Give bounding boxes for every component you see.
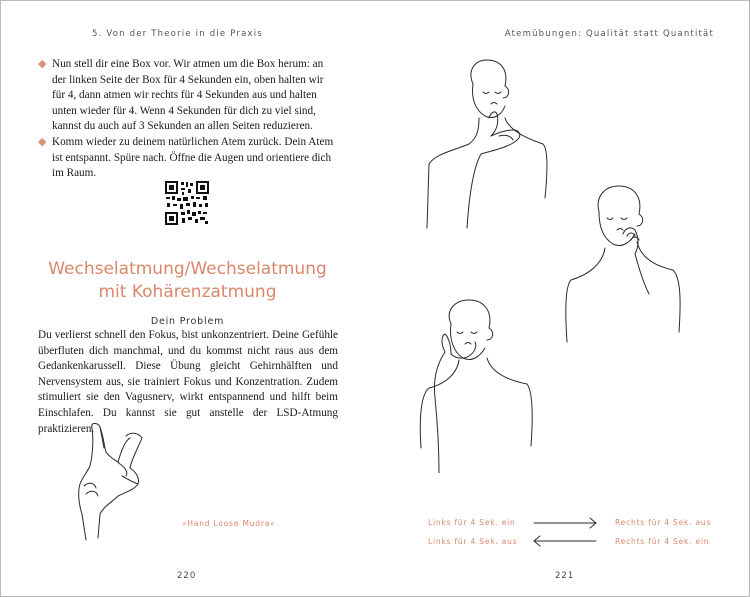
body-paragraph: Du verlierst schnell den Fokus, bist unkonzentriert. Deine Gefühle überfluten dich manchmal, und du kommst nicht raus aus dem Gedankenkarussell. Diese Übung gleicht Gehirnhälften und Nervensystem aus, sie trainiert Fokus und Konzentration. Zudem stimuliert sie den Vagusnerv, wirkt entspannend und hilft beim Einschlafen. Du kannst sie gut anstelle der LSD-Atmung praktizieren. <box>38 329 338 435</box>
page-number-left: 220 <box>177 571 197 581</box>
hand-mudra-illustration <box>60 418 190 548</box>
section-title <box>20 258 355 304</box>
instruction-list <box>38 57 338 182</box>
bullet-diamond-icon: ◆ <box>38 135 47 148</box>
section-title-line1: Wechselatmung/Wechselatmung <box>48 259 327 279</box>
bullet-diamond-icon: ◆ <box>38 58 47 70</box>
label-left-in: Links für 4 Sek. ein <box>428 518 516 527</box>
list-item-text: Komm wieder zu deinem natürlichen Atem zurück. Dein Atem ist entspannt. Spüre nach. Öffne die Augen und orientiere dich im Raum. <box>52 135 334 180</box>
arrow-right-icon <box>534 518 596 528</box>
direction-arrows <box>530 512 600 552</box>
subheading: Dein Problem <box>150 316 225 327</box>
running-header-right: Atemübungen: Qualität statt Quantität <box>504 29 714 39</box>
running-header-left: 5. Von der Theorie in die Praxis <box>92 29 263 39</box>
breathing-figure-3 <box>415 298 575 473</box>
section-title-line2: mit Kohärenzatmung <box>98 282 277 302</box>
list-item-text: Nun stell dir eine Box vor. Wir atmen um die Box herum: an der linken Seite der Box für 4 Sekunden ein, oben halten wir für 4, dann atmen wir rechts für 4 Sekunden aus und halten unten wieder für 4. Wenn 4 Sekunden für dich zu viel sind, kannst du auch auf 3 Sekunden an allen Seiten reduzieren. <box>52 58 324 133</box>
label-right-out: Rechts für 4 Sek. aus <box>615 518 712 527</box>
breathing-figure-2 <box>563 182 723 357</box>
breathing-figure-1 <box>425 58 585 233</box>
illustration-caption: »Hand Loose Mudra« <box>182 519 276 528</box>
label-left-out: Links für 4 Sek. aus <box>428 537 518 546</box>
qr-code-icon[interactable] <box>165 181 209 225</box>
right-page <box>375 0 750 597</box>
label-right-in: Rechts für 4 Sek. ein <box>615 537 710 546</box>
list-item <box>38 57 338 135</box>
list-item <box>38 135 338 182</box>
arrow-left-icon <box>534 536 596 546</box>
page-number-right: 221 <box>555 571 575 581</box>
